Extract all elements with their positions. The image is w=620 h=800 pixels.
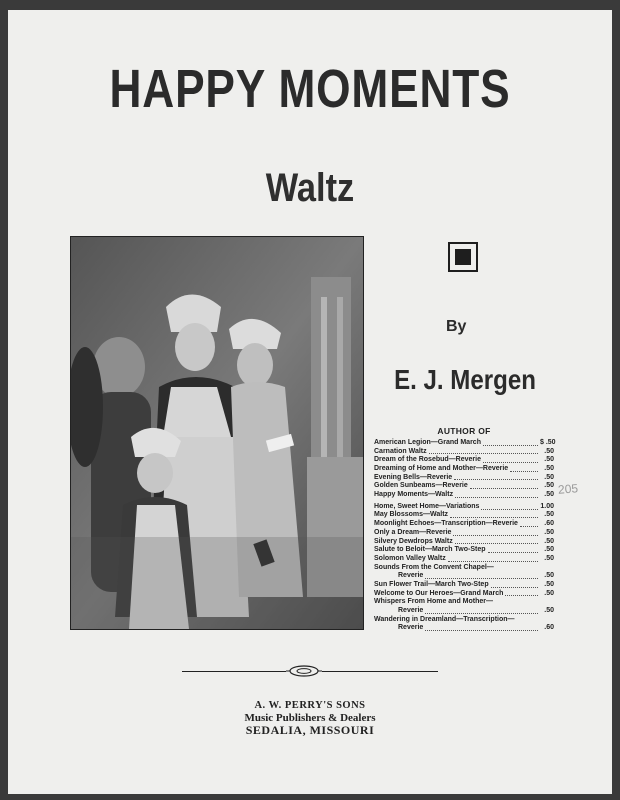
works-list-item [374,482,554,491]
page-title: HAPPY MOMENTS [109,59,511,119]
composer-name: E. J. Mergen [394,364,536,395]
work-title: Reverie [398,572,424,580]
leader-dots [425,613,538,614]
works-list-item [374,503,554,512]
work-title: Home, Sweet Home—Variations [374,502,480,510]
work-price: .50 [544,589,554,597]
work-title: Sounds From the Convent Chapel— [374,563,494,571]
works-list-item [374,520,554,529]
works-list [374,426,554,633]
works-list-item [374,529,554,538]
work-title: Reverie [398,624,424,632]
work-price: .50 [544,572,554,580]
work-title: Dreaming of Home and Mother—Reverie [374,465,509,473]
leader-dots [505,595,538,596]
works-heading: AUTHOR OF [437,426,491,436]
works-list-item [374,512,554,521]
leader-dots [450,517,538,518]
publisher-location: SEDALIA, MISSOURI [245,723,375,737]
work-price: .50 [544,482,554,490]
work-title: Carnation Waltz [374,447,427,455]
work-price: .50 [544,511,554,519]
works-list-item [374,439,554,448]
work-price: .50 [544,537,554,545]
leader-dots [453,535,538,536]
works-list-item [374,572,554,581]
work-title: Reverie [398,607,424,615]
work-title: Wandering in Dreamland—Transcription— [374,615,515,623]
leader-dots [455,497,538,498]
leader-dots [454,479,538,480]
leader-dots [510,471,538,472]
work-title: American Legion—Grand March [374,438,481,446]
work-price: .50 [544,607,554,615]
work-title: Solomon Valley Waltz [374,554,446,562]
work-title: Whispers From Home and Mother— [374,598,494,606]
work-title: May Blossoms—Waltz [374,511,449,519]
leader-dots [470,488,538,489]
work-title: Welcome to Our Heroes—Grand March [374,589,504,597]
scroll-ornament-icon [286,664,322,678]
leader-dots [491,587,538,588]
cover-photograph [70,236,364,630]
work-price: .50 [544,554,554,562]
leader-dots [455,543,538,544]
work-price: .50 [544,528,554,536]
leader-dots [520,526,538,527]
work-title: Golden Sunbeams—Reverie [374,482,468,490]
works-list-item [374,555,554,564]
subtitle: Waltz [265,166,355,210]
works-list-item [374,590,554,599]
leader-dots [448,561,538,562]
leader-dots [488,552,539,553]
works-list-item [374,456,554,465]
works-list-item [374,564,554,573]
by-label: By [446,318,467,335]
works-list-item [374,491,554,500]
leader-dots [483,462,538,463]
work-price: .50 [544,473,554,481]
works-list-item [374,607,554,616]
work-price: .50 [544,491,554,499]
work-title: Salute to Beloit—March Two-Step [374,546,486,554]
square-ornament-icon [448,242,478,272]
publisher-tagline: Music Publishers & Dealers [244,712,376,724]
works-list-item [374,538,554,547]
publisher-name: A. W. PERRY'S SONS [254,700,366,711]
works-list-item [374,448,554,457]
work-price: .50 [544,465,554,473]
works-list-item [374,624,554,633]
pencil-annotation: 205 [557,481,579,497]
leader-dots [483,445,538,446]
work-price: 1.00 [540,502,554,510]
leader-dots [425,630,538,631]
children-praying-illustration [71,237,363,629]
works-list-item [374,598,554,607]
work-title: Evening Bells—Reverie [374,473,453,481]
works-list-item [374,474,554,483]
works-list-item [374,465,554,474]
work-price: .50 [544,546,554,554]
work-price: .60 [544,520,554,528]
work-title: Only a Dream—Reverie [374,528,452,536]
leader-dots [425,578,538,579]
works-list-item [374,616,554,625]
work-price: .50 [544,456,554,464]
work-title: Moonlight Echoes—Transcription—Reverie [374,520,518,528]
works-list-item [374,581,554,590]
work-title: Happy Moments—Waltz [374,491,454,499]
work-price: $ .50 [540,438,556,446]
work-title: Silvery Dewdrops Waltz [374,537,453,545]
work-title: Dream of the Rosebud—Reverie [374,456,481,464]
works-rows [374,439,554,633]
work-price: .50 [544,447,554,455]
works-list-item [374,546,554,555]
work-title: Sun Flower Trail—March Two-Step [374,580,489,588]
work-price: .50 [544,580,554,588]
leader-dots [481,509,538,510]
work-price: .60 [544,624,554,632]
publisher-block [0,700,620,736]
leader-dots [429,453,538,454]
